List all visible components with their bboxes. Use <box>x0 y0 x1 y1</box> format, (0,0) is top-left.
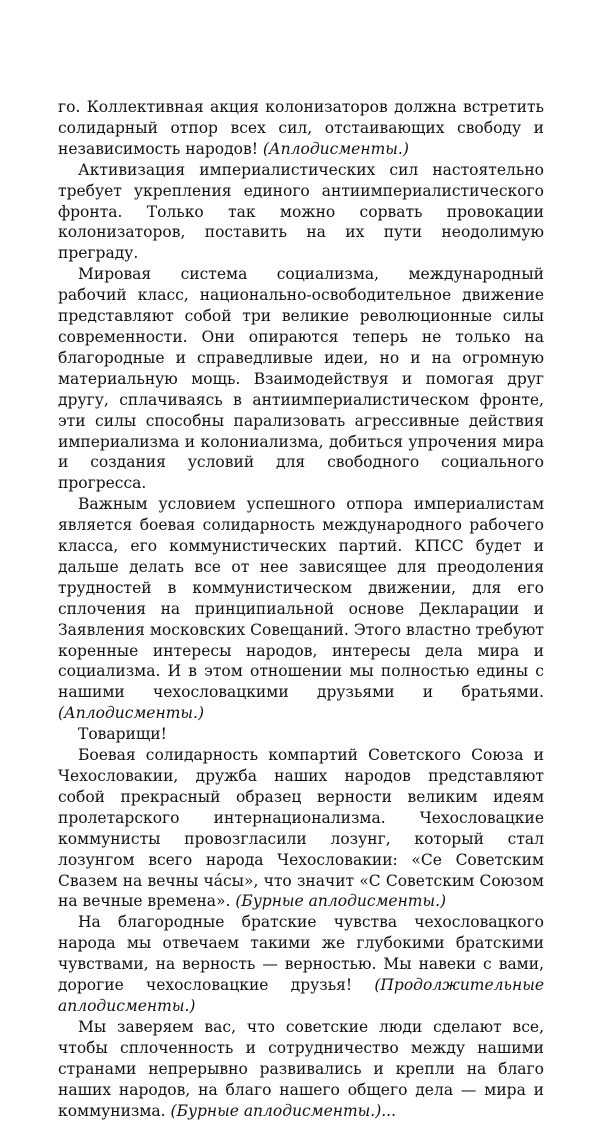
paragraph-8-text: Мы заверяем вас, что советские люди сделают все, чтобы сплоченность и сотрудничество между нашими странами непрерывно развивались и крепли на благо наших народов, на благо нашего общего дела — мира и коммунизма. <box>58 1017 544 1120</box>
paragraph-4-applause: (Аплодисменты.) <box>58 704 204 723</box>
paragraph-1-applause: (Аплодисменты.) <box>262 139 409 158</box>
paragraph-1 <box>58 97 544 160</box>
paragraph-4 <box>58 494 544 724</box>
paragraph-8-applause: (Бурные аплодисменты.)... <box>170 1101 397 1120</box>
paragraph-7-applause: (Продолжительные аплодисменты.) <box>58 976 544 1015</box>
paragraph-8 <box>58 1017 544 1121</box>
paragraph-7 <box>58 912 544 1017</box>
paragraph-5 <box>58 724 544 745</box>
page-body <box>58 97 544 1121</box>
paragraph-4-text: Важным условием успешного отпора империалистам является боевая солидарность международного рабочего класса, его коммунистических партий. КПСС будет и дальше делать все от нее зависящее для преодоления трудностей в коммунистическом движении, для его сплочения на принципиальной основе Декларации и Заявления московских Совещаний. Этого властно требуют коренные интересы народов, интересы дела мира и социализма. И в этом отношении мы полностью едины с нашими чехословацкими друзьями и братьями. <box>58 495 544 702</box>
paragraph-2 <box>58 160 544 265</box>
paragraph-3-text: Мировая система социализма, международный рабочий класс, национально-освободительное движение представляют собой три великие революционные силы современности. Они опираются теперь не только на благородные и справедливые идеи, но и на огромную материальную мощь. Взаимодействуя и помогая друг другу, сплачиваясь в антиимпериалистическом фронте, эти силы способны парализовать агрессивные действия империализма и колониализма, добиться упрочения мира и создания условий для свободного социального прогресса. <box>58 265 544 493</box>
paragraph-6 <box>58 745 544 912</box>
paragraph-5-text: Товарищи! <box>78 725 167 744</box>
paragraph-6-applause: (Бурные аплодисменты.) <box>235 892 447 911</box>
paragraph-1-text: го. Коллективная акция колонизаторов должна встретить солидарный отпор всех сил, отстаивающих свободу и независимость народов! <box>58 98 544 158</box>
paragraph-6-text: Боевая солидарность компартий Советского Союза и Чехословакии, дружба наших народов представляют собой прекрасный образец верности великим идеям пролетарского интернационализма. Чехословацкие коммунисты провозгласили лозунг, который стал лозунгом всего народа Чехословакии: «Се Советским Свазем на вечны ча́сы», что значит «С Советским Союзом на вечные времена». <box>58 746 544 911</box>
paragraph-7-text: На благородные братские чувства чехословацкого народа мы отвечаем такими же глубокими братскими чувствами, на верность — верностью. Мы навеки с вами, дорогие чехословацкие друзья! <box>58 913 544 995</box>
paragraph-2-text: Активизация империалистических сил настоятельно требует укрепления единого антиимпериалистического фронта. Только так можно сорвать провокации колонизаторов, поставить на их пути неодолимую преграду. <box>58 160 544 263</box>
paragraph-3 <box>58 264 544 494</box>
